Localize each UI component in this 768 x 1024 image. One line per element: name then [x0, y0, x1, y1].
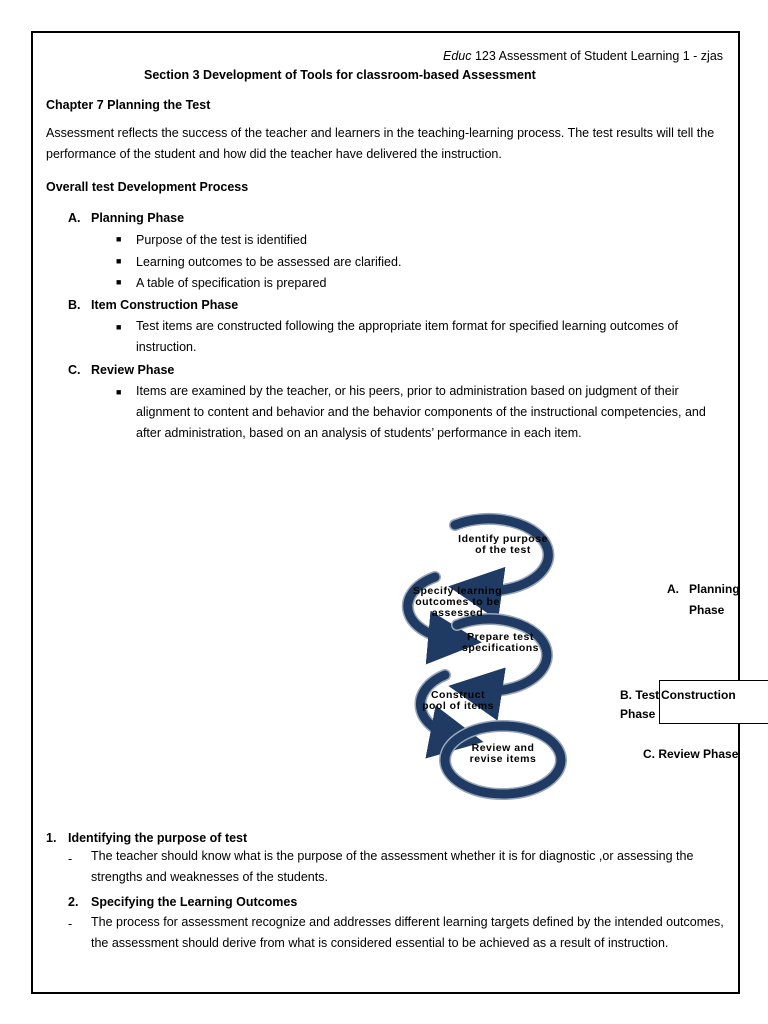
label-b-text-1: B. Test	[620, 688, 660, 702]
item-1-text: The teacher should know what is the purpose of the assessment whether it is for diagnostic ,or assessing the strengths and weaknesses of the students.	[91, 849, 694, 884]
course-code-italic: Educ	[443, 49, 472, 63]
item-1-dash: -	[68, 852, 73, 866]
label-a-text-1: Planning	[689, 582, 740, 596]
intro-paragraph: Assessment reflects the success of the teacher and learners in the teaching-learning process. The test results will tell the performance of the student and how did the teacher have delivered the instruction.	[46, 126, 715, 161]
bullet-icon: ■	[116, 387, 122, 397]
item-2-text: The process for assessment recognize and addresses different learning targets defined by the intended outcomes, the assessment should derive from what is considered essential to be achieved as a result of instruction.	[91, 915, 724, 950]
label-c-text: C. Review Phase	[643, 747, 739, 761]
phase-a-bullet-3: A table of specification is prepared	[136, 276, 327, 290]
bullet-icon: ■	[116, 256, 122, 266]
phase-c-bullet-1: Items are examined by the teacher, or his peers, prior to administration based on judgment of their alignment to content and behavior and the behavior components of the instructional competencies, and after administration, based on an analysis of students’ performance in each item.	[136, 384, 706, 440]
step-4-text: Construct pool of items	[422, 689, 494, 712]
phase-a-letter: A.	[68, 211, 81, 225]
phase-b-letter: B.	[68, 298, 81, 312]
construction-text-box	[659, 680, 768, 724]
item-2-number: 2.	[68, 895, 79, 909]
label-a-text-2: Phase	[689, 603, 725, 617]
phase-c-letter: C.	[68, 363, 81, 377]
phase-b-bullet-1: Test items are constructed following the appropriate item format for specified learning outcomes of instruction.	[136, 319, 678, 354]
label-a-letter: A.	[667, 582, 679, 596]
phase-a-title: Planning Phase	[91, 211, 185, 225]
step-5-text: Review and revise items	[469, 742, 537, 765]
step-2-text: Specify learning outcomes to be assessed	[412, 585, 503, 619]
item-2-title: Specifying the Learning Outcomes	[91, 895, 298, 909]
phase-c-title: Review Phase	[91, 363, 175, 377]
phase-a-bullet-2: Learning outcomes to be assessed are clarified.	[136, 255, 402, 269]
item-1-number: 1.	[46, 831, 57, 845]
step-3-text: Prepare test specifications	[461, 631, 540, 654]
section-title: Section 3 Development of Tools for classroom-based Assessment	[144, 68, 536, 82]
bullet-icon: ■	[116, 322, 122, 332]
item-1-title: Identifying the purpose of test	[68, 831, 248, 845]
item-2-dash: -	[68, 917, 73, 931]
phase-a-bullet-1: Purpose of the test is identified	[136, 233, 307, 247]
overall-heading: Overall test Development Process	[46, 180, 249, 194]
course-title: 123 Assessment of Student Learning 1 - zjas	[471, 49, 724, 63]
chapter-title: Chapter 7 Planning the Test	[46, 98, 211, 112]
label-b-box-text: Construction	[661, 688, 736, 702]
course-header	[443, 48, 723, 64]
bullet-icon: ■	[116, 277, 122, 287]
phase-b-title: Item Construction Phase	[91, 298, 239, 312]
step-1-text: Identify purpose of the test	[458, 533, 548, 556]
bullet-icon: ■	[116, 234, 122, 244]
cycle-arrow-3-core	[457, 619, 547, 691]
label-b-text-2: Phase	[620, 707, 656, 721]
